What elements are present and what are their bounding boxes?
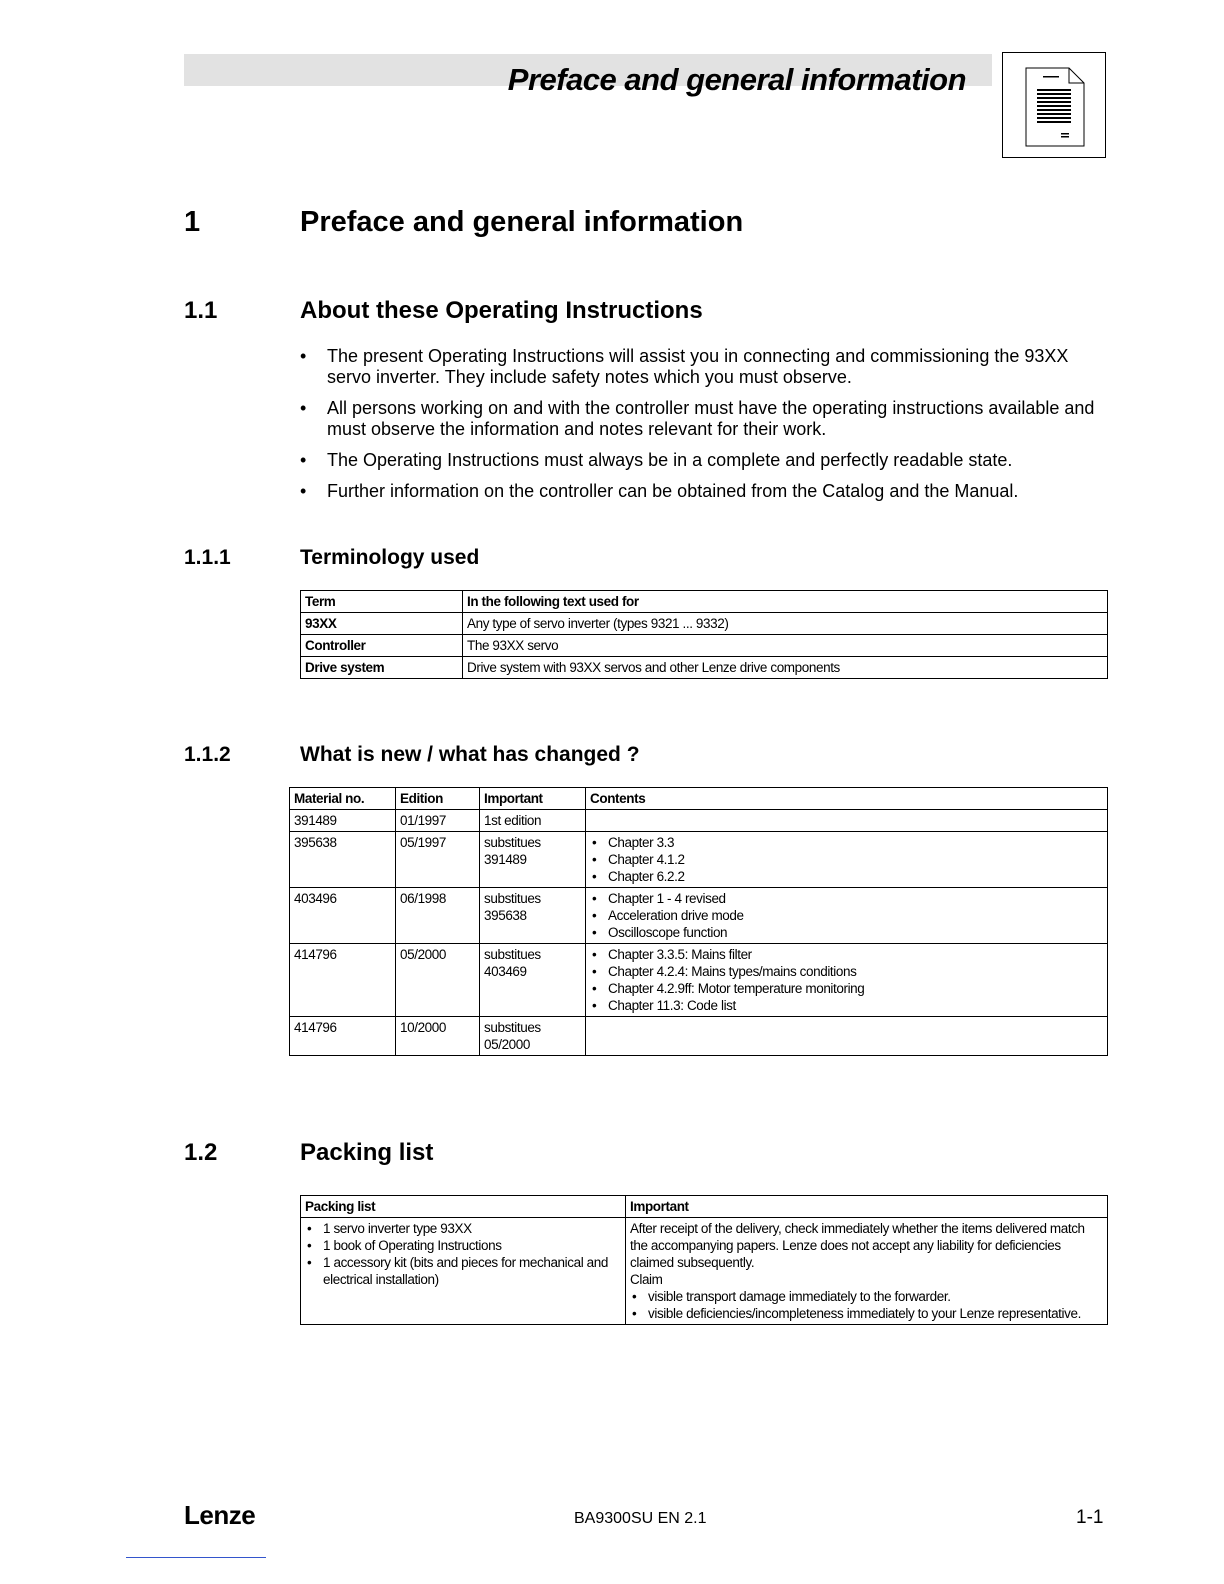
edition-cell: 05/2000	[396, 944, 480, 1017]
list-item: • Further information on the controller can be obtained from the Catalog and the Manual.	[300, 481, 1110, 502]
contents-list	[590, 834, 1103, 885]
table-row	[290, 810, 1108, 832]
footer-divider	[126, 1557, 266, 1558]
contents-cell	[586, 810, 1108, 832]
table-row	[290, 1017, 1108, 1056]
list-item: • visible deficiencies/incompleteness immediately to your Lenze representative.	[630, 1305, 1103, 1322]
term-cell: Drive system	[301, 657, 463, 679]
list-item: • 1 servo inverter type 93XX	[305, 1220, 621, 1237]
section-1-1-1-number: 1.1.1	[184, 546, 231, 569]
column-header: Edition	[396, 788, 480, 810]
contents-cell	[586, 944, 1108, 1017]
contents-cell	[586, 832, 1108, 888]
important-cell	[480, 888, 586, 944]
list-item: • The present Operating Instructions will assist you in connecting and commissioning the 93XX servo inverter. They include safety notes which you must observe.	[300, 346, 1110, 388]
lenze-logo: Lenze	[184, 1500, 256, 1530]
terminology-table	[300, 590, 1108, 679]
important-line: 05/2000	[484, 1037, 530, 1052]
column-header: Term	[301, 591, 463, 613]
delivery-check-text: After receipt of the delivery, check immediately whether the items delivered match the accompanying papers. Lenze does not accept any liability for deficiencies claimed subsequently.	[630, 1221, 1085, 1270]
definition-cell: Any type of servo inverter (types 9321 ... 9332)	[463, 613, 1108, 635]
list-item: • Chapter 4.2.4: Mains types/mains conditions	[590, 963, 1103, 980]
list-item: • Acceleration drive mode	[590, 907, 1103, 924]
important-cell	[480, 944, 586, 1017]
table-row	[290, 832, 1108, 888]
contents-cell	[586, 1017, 1108, 1056]
chapter-title: Preface and general information	[300, 206, 744, 238]
material-cell: 414796	[290, 944, 396, 1017]
contents-cell	[586, 888, 1108, 944]
important-line: 403469	[484, 964, 527, 979]
edition-cell: 06/1998	[396, 888, 480, 944]
section-1-1-number: 1.1	[184, 297, 218, 324]
table-row	[290, 888, 1108, 944]
section-1-1-title: About these Operating Instructions	[300, 297, 703, 324]
section-1-1-1-title: Terminology used	[300, 546, 480, 569]
important-line: substitues	[484, 947, 541, 962]
list-item: • visible transport damage immediately to the forwarder.	[630, 1288, 1103, 1305]
list-item: • 1 accessory kit (bits and pieces for mechanical and electrical installation)	[305, 1254, 621, 1288]
list-item: • The Operating Instructions must always be in a complete and perfectly readable state.	[300, 450, 1110, 471]
chapter-number: 1	[184, 206, 201, 238]
material-cell: 414796	[290, 1017, 396, 1056]
column-header: Material no.	[290, 788, 396, 810]
definition-cell: Drive system with 93XX servos and other Lenze drive components	[463, 657, 1108, 679]
section-1-2-title: Packing list	[300, 1139, 434, 1166]
table-header-row	[290, 788, 1108, 810]
contents-list	[590, 946, 1103, 1014]
important-line: substitues	[484, 835, 541, 850]
column-header: In the following text used for	[463, 591, 1108, 613]
section-1-1-2-number: 1.1.2	[184, 743, 231, 766]
important-cell	[480, 810, 586, 832]
list-item: • All persons working on and with the controller must have the operating instructions available and must observe the information and notes relevant for their work.	[300, 398, 1110, 440]
list-item: • Chapter 1 - 4 revised	[590, 890, 1103, 907]
list-item: • Chapter 3.3.5: Mains filter	[590, 946, 1103, 963]
important-line: substitues	[484, 1020, 541, 1035]
list-item: • Chapter 11.3: Code list	[590, 997, 1103, 1014]
term-cell: 93XX	[301, 613, 463, 635]
important-cell	[480, 1017, 586, 1056]
packing-items-cell	[301, 1218, 626, 1325]
packing-list-table	[300, 1195, 1108, 1325]
list-item: • Chapter 4.2.9ff: Motor temperature monitoring	[590, 980, 1103, 997]
table-row	[301, 613, 1108, 635]
document-code: BA9300SU EN 2.1	[574, 1510, 707, 1527]
table-row	[301, 635, 1108, 657]
material-cell: 391489	[290, 810, 396, 832]
intro-bullet-list	[300, 346, 1110, 512]
column-header: Contents	[586, 788, 1108, 810]
list-item: • Oscilloscope function	[590, 924, 1103, 941]
table-header-row	[301, 591, 1108, 613]
list-item: • Chapter 4.1.2	[590, 851, 1103, 868]
list-item: • 1 book of Operating Instructions	[305, 1237, 621, 1254]
definition-cell: The 93XX servo	[463, 635, 1108, 657]
column-header: Important	[626, 1196, 1108, 1218]
claim-list	[630, 1288, 1103, 1322]
list-item: • Chapter 3.3	[590, 834, 1103, 851]
important-cell	[480, 832, 586, 888]
packing-items-list	[305, 1220, 621, 1288]
table-row	[301, 657, 1108, 679]
table-row	[301, 1218, 1108, 1325]
edition-cell: 01/1997	[396, 810, 480, 832]
column-header: Packing list	[301, 1196, 626, 1218]
important-line: 391489	[484, 852, 527, 867]
important-line: 1st edition	[484, 813, 542, 828]
list-item: • Chapter 6.2.2	[590, 868, 1103, 885]
column-header: Important	[480, 788, 586, 810]
term-cell: Controller	[301, 635, 463, 657]
document-icon	[1002, 52, 1106, 158]
edition-cell: 05/1997	[396, 832, 480, 888]
material-cell: 395638	[290, 832, 396, 888]
important-line: substitues	[484, 891, 541, 906]
section-1-1-2-title: What is new / what has changed ?	[300, 743, 640, 766]
contents-list	[590, 890, 1103, 941]
claim-label: Claim	[630, 1272, 663, 1287]
table-row	[290, 944, 1108, 1017]
table-header-row	[301, 1196, 1108, 1218]
header-title: Preface and general information	[507, 62, 966, 97]
material-cell: 403496	[290, 888, 396, 944]
edition-cell: 10/2000	[396, 1017, 480, 1056]
section-1-2-number: 1.2	[184, 1139, 218, 1166]
page-number: 1-1	[1076, 1507, 1104, 1528]
important-notes-cell	[626, 1218, 1108, 1325]
important-line: 395638	[484, 908, 527, 923]
changes-table	[289, 787, 1108, 1056]
